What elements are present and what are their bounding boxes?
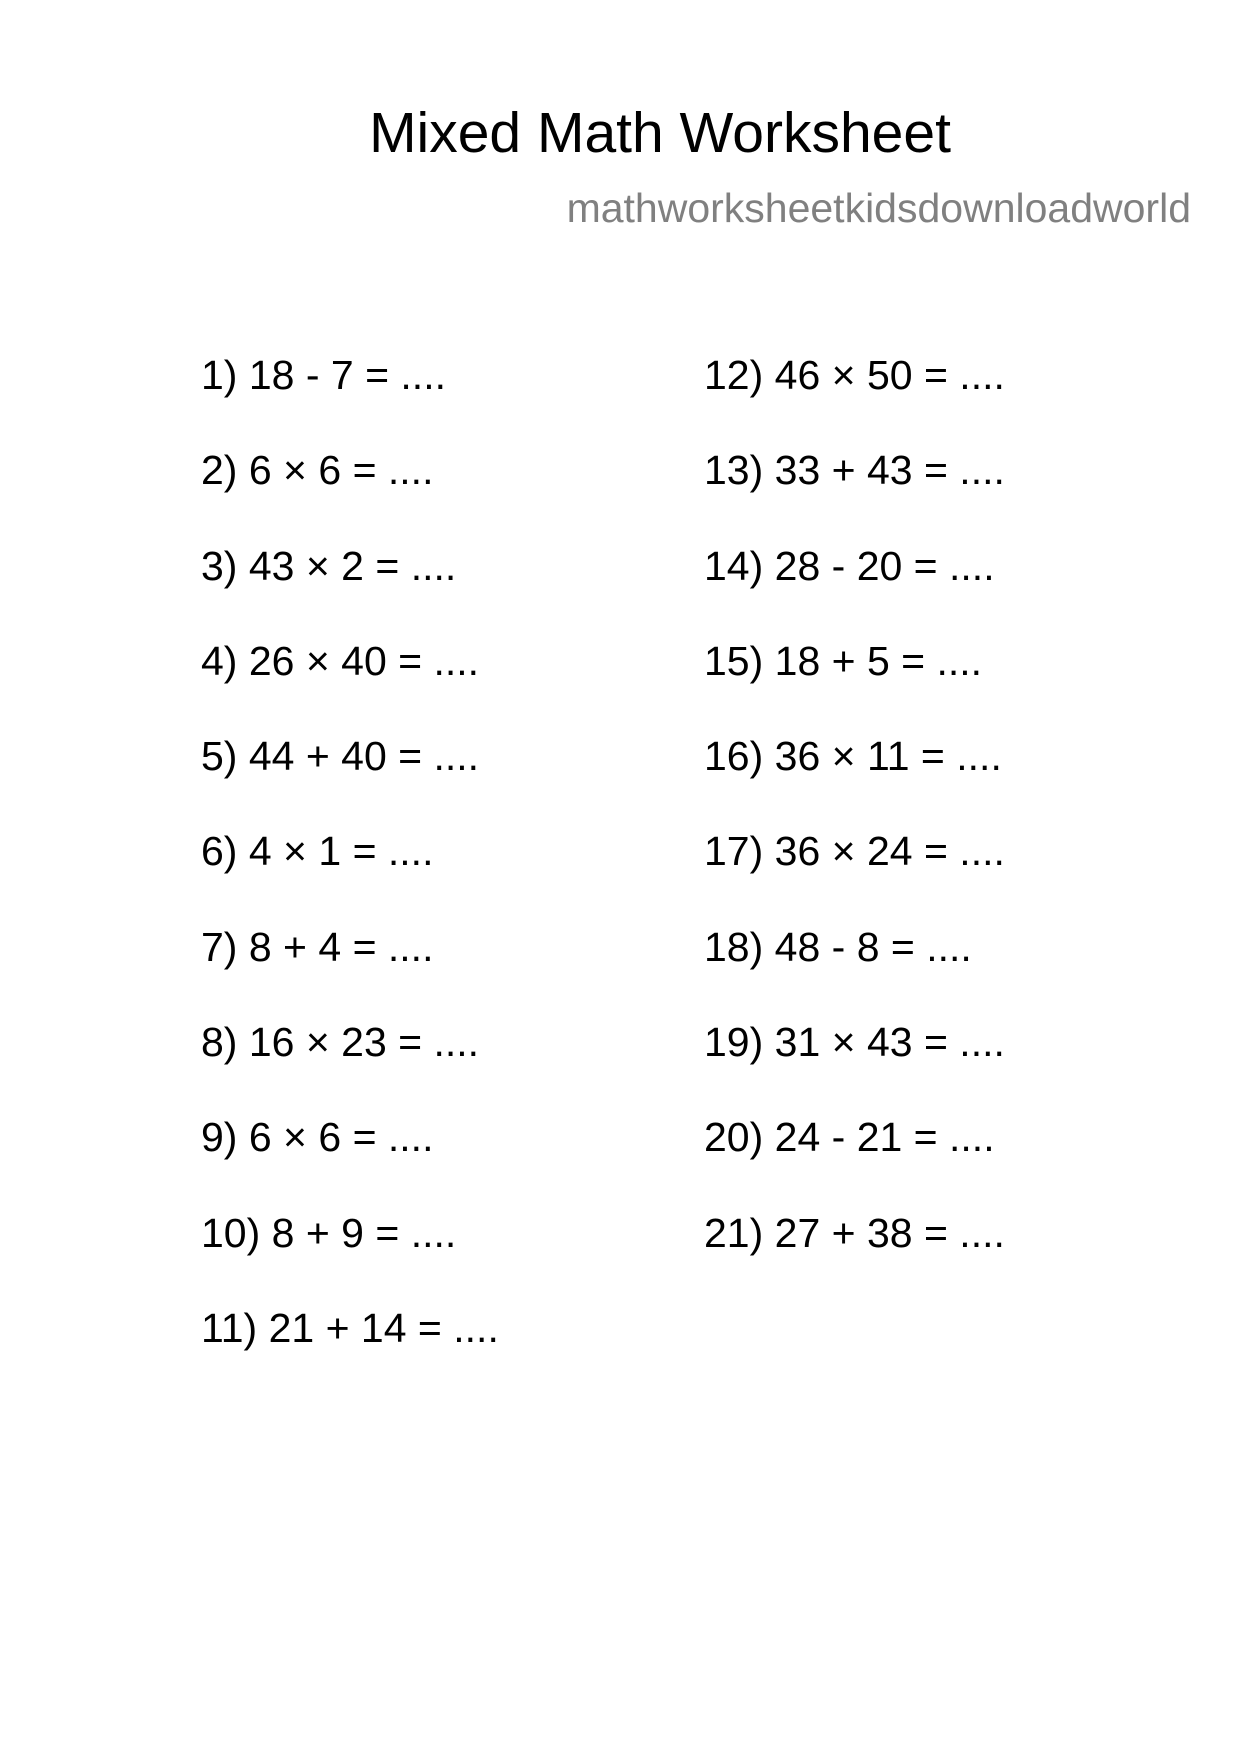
problem-item: 20) 24 - 21 = .... bbox=[704, 1114, 995, 1161]
problem-item: 10) 8 + 9 = .... bbox=[201, 1209, 457, 1256]
problem-item: 21) 27 + 38 = .... bbox=[704, 1209, 1005, 1256]
problem-item: 2) 6 × 6 = .... bbox=[201, 447, 434, 494]
problem-item: 12) 46 × 50 = .... bbox=[704, 352, 1005, 398]
problem-item: 1) 18 - 7 = .... bbox=[201, 352, 446, 398]
problem-item: 15) 18 + 5 = .... bbox=[704, 637, 983, 684]
problem-item: 6) 4 × 1 = .... bbox=[201, 828, 434, 875]
problem-item: 9) 6 × 6 = .... bbox=[201, 1114, 434, 1161]
problem-list-left bbox=[201, 350, 499, 1398]
problem-item: 13) 33 + 43 = .... bbox=[704, 447, 1005, 494]
problem-item: 8) 16 × 23 = .... bbox=[201, 1019, 480, 1066]
problem-item: 4) 26 × 40 = .... bbox=[201, 637, 480, 684]
problem-item: 11) 21 + 14 = .... bbox=[201, 1304, 499, 1351]
problem-item: 3) 43 × 2 = .... bbox=[201, 542, 457, 589]
worksheet-title: Mixed Math Worksheet bbox=[369, 101, 951, 165]
problem-item: 19) 31 × 43 = .... bbox=[704, 1019, 1005, 1066]
problem-item: 18) 48 - 8 = .... bbox=[704, 923, 972, 970]
problem-item: 17) 36 × 24 = .... bbox=[704, 828, 1005, 875]
problem-item: 5) 44 + 40 = .... bbox=[201, 733, 480, 780]
problem-item: 16) 36 × 11 = .... bbox=[704, 733, 1002, 780]
problem-item: 7) 8 + 4 = .... bbox=[201, 923, 434, 970]
problem-item: 14) 28 - 20 = .... bbox=[704, 542, 995, 589]
watermark-text: mathworksheetkidsdownloadworld bbox=[566, 185, 1191, 231]
problem-list-right bbox=[704, 350, 1005, 1303]
